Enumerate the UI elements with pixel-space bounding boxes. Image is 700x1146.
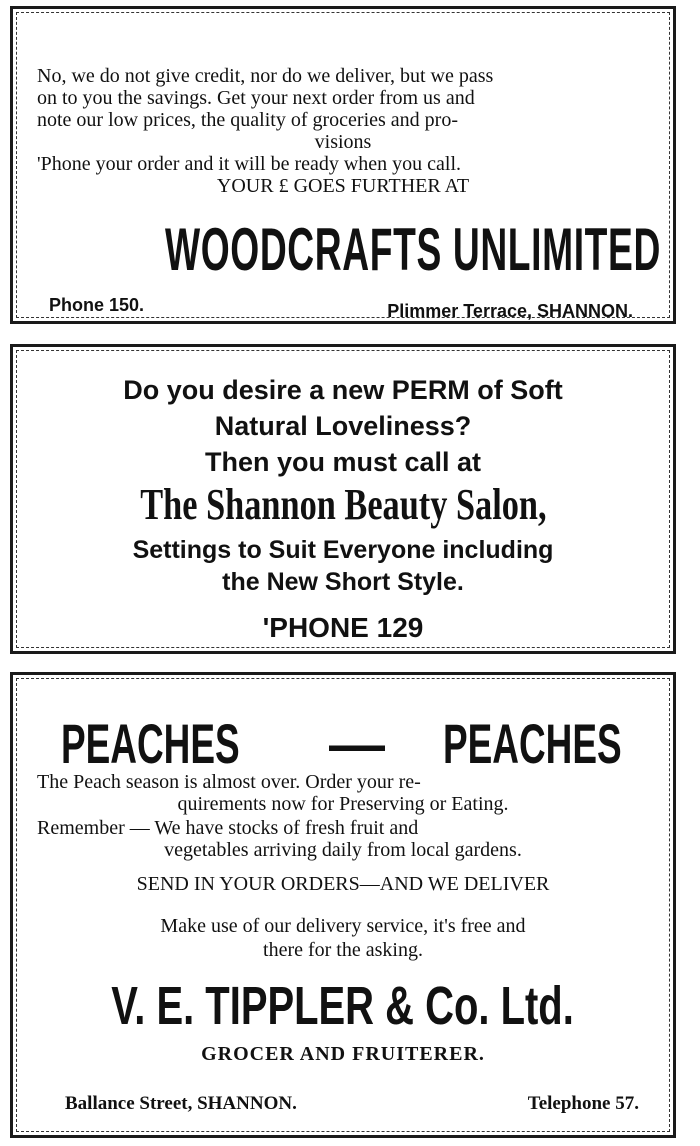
peaches-heading-left [61, 711, 332, 776]
heading-text: PEACHES [61, 712, 240, 775]
ad-text-line: 'Phone your order and it will be ready when you call. [37, 153, 462, 175]
heading-text: PEACHES [443, 712, 622, 775]
business-name-text: WOODCRAFTS UNLIMITED [164, 216, 661, 283]
business-name [13, 975, 673, 1037]
business-name-text: The Shannon Beauty Salon, [139, 480, 547, 529]
ad-text-line: YOUR £ GOES FURTHER AT [216, 175, 470, 197]
ad-text-line: there for the asking. [263, 939, 423, 961]
ad-text-line: on to you the savings. Get your next order from us and [37, 87, 475, 109]
ad-text-line: Settings to Suit Everyone including [132, 536, 554, 564]
phone-number: 'PHONE 129 [262, 612, 424, 643]
beauty-salon-advertisement [10, 344, 676, 654]
ad-text-line: The Peach season is almost over. Order your re- [37, 771, 421, 793]
ad-text-line: note our low prices, the quality of groceries and pro- [37, 109, 458, 131]
business-subtitle: GROCER AND FRUITERER. [201, 1043, 485, 1065]
ad-text-line: Remember — We have stocks of fresh fruit and [37, 817, 419, 839]
ad-text-line: Then you must call at [204, 447, 482, 477]
business-name [13, 215, 673, 284]
heading-dash: — [329, 712, 385, 775]
ad-text-line: visions [314, 131, 372, 153]
ad-text-line: Do you desire a new PERM of Soft [123, 375, 563, 405]
ad-text-line: Make use of our delivery service, it's free and [160, 915, 526, 937]
phone-number: Phone 150. [49, 295, 145, 315]
phone-number: Telephone 57. [527, 1093, 639, 1114]
ad-text-line: Natural Loveliness? [214, 411, 472, 441]
business-address: Ballance Street, SHANNON. [65, 1093, 297, 1114]
business-name-text: V. E. TIPPLER & Co. Ltd. [111, 976, 575, 1036]
ad-text-line: quirements now for Preserving or Eating. [177, 793, 509, 815]
ad-text-line: SEND IN YOUR ORDERS—AND WE DELIVER [136, 873, 550, 895]
peaches-heading-right [443, 711, 700, 776]
tippler-advertisement [10, 672, 676, 1138]
business-name [13, 479, 673, 530]
business-address: Plimmer Terrace, SHANNON. [387, 301, 633, 321]
woodcrafts-advertisement [10, 6, 676, 324]
ad-text-line: the New Short Style. [222, 568, 464, 596]
ad-text-line: vegetables arriving daily from local gardens. [164, 839, 522, 861]
ad-text-line: No, we do not give credit, nor do we deliver, but we pass [37, 65, 494, 87]
